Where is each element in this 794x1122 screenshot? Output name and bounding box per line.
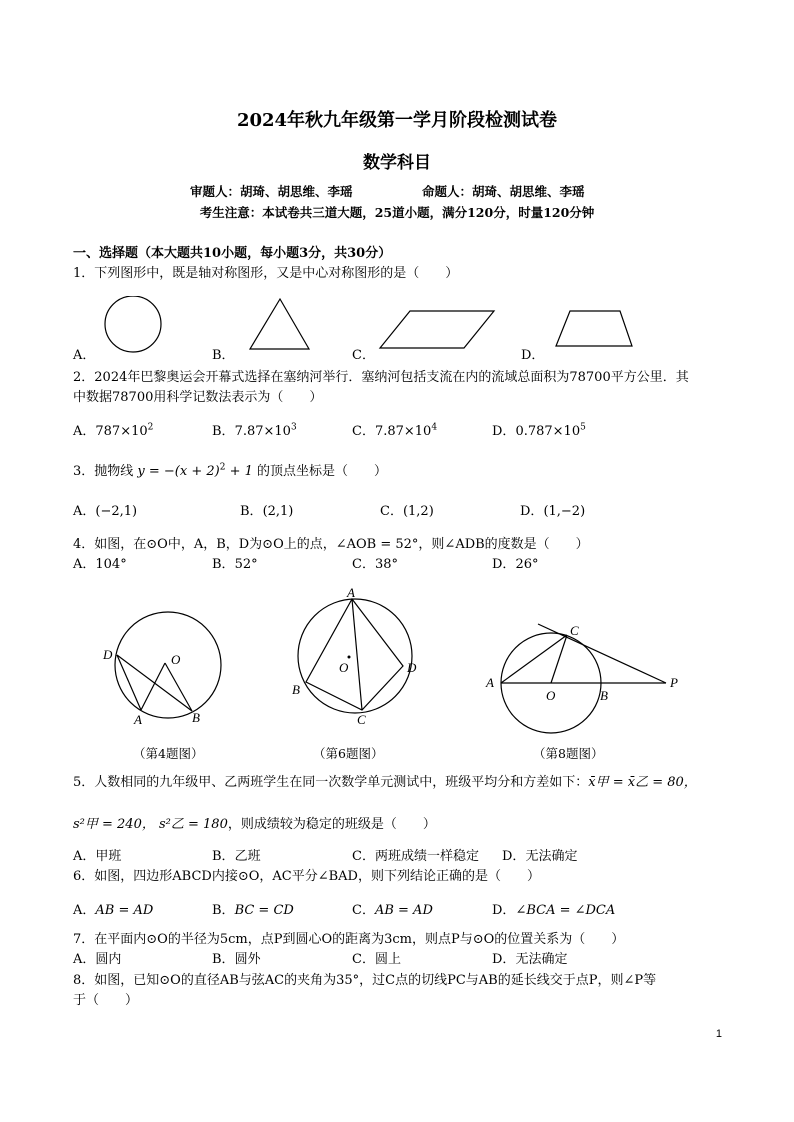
q1-option-a: A． <box>73 348 96 363</box>
q5-option-a: A．甲班 <box>73 849 122 864</box>
fig4-label-a: A <box>134 712 142 727</box>
triangle-shape <box>250 299 309 349</box>
q7-option-b: B．圆外 <box>212 952 261 967</box>
fig4-radius-ob <box>165 663 192 711</box>
q6-option-c: C．AB = AD <box>352 903 433 918</box>
exam-title: 2024年秋九年级第一学月阶段检测试卷 <box>236 110 558 131</box>
q2-option-b: B．$7.87\times 10^3$ <box>212 422 297 439</box>
q2-option-c: C．$7.87\times 10^4$ <box>352 422 438 439</box>
reviewers-line: 审题人：胡琦、胡思维、李瑶 <box>190 184 353 199</box>
trapezoid-shape <box>556 311 632 346</box>
fig6-label-d: D <box>407 660 417 675</box>
q6-option-b: B．BC = CD <box>212 903 294 918</box>
q3-option-c: C．(1,2) <box>380 504 434 519</box>
q1-stem: 1．下列图形中，既是轴对称图形，又是中心对称图形的是（ ） <box>73 266 459 281</box>
fig6-center-dot <box>348 656 351 659</box>
q2-stem-line1: 2．2024年巴黎奥运会开幕式选择在塞纳河举行．塞纳河包括支流在内的流域总面积为78700平方公里．其 <box>73 370 689 385</box>
q3-option-b: B．(2,1) <box>240 504 294 519</box>
q5-stem-line2: s²甲 = 240， s²乙 = 180，则成绩较为稳定的班级是（ ） <box>73 817 436 832</box>
circle-shape <box>105 296 161 352</box>
fig8-label-c: C <box>570 623 579 638</box>
q8-stem-line2: 于（ ） <box>73 993 139 1008</box>
fig4-label-d: D <box>103 647 113 662</box>
q7-option-d: D．无法确定 <box>492 952 568 967</box>
q5-mean-expr: x̄甲 = x̄乙 = 80， <box>588 775 697 790</box>
q5-variance-b: s²乙 = 180 <box>159 817 228 832</box>
q1-option-b: B． <box>212 348 235 363</box>
q4-option-b: B．52° <box>212 557 258 572</box>
section-heading: 一、选择题（本大题共10小题，每小题3分，共30分） <box>73 246 392 261</box>
q2-option-a: A．$787\times 10^2$ <box>73 422 154 439</box>
fig8-tangent-pc <box>538 624 666 683</box>
page-number: 1 <box>715 1028 722 1040</box>
fig8-chord-ac <box>501 635 567 683</box>
q2-stem-line2: 中数据78700用科学记数法表示为（ ） <box>73 390 323 405</box>
fig4-label-o: O <box>171 652 181 667</box>
q7-stem: 7．在平面内⊙O的半径为5cm，点P到圆心O的距离为3cm，则点P与⊙O的位置关系为（ ） <box>73 932 625 947</box>
q3-stem: 3．抛物线 $y = -(x + 2)^2 + 1$ 的顶点坐标是（ ） <box>73 462 388 479</box>
q5-option-c: C．两班成绩一样稳定 <box>352 849 479 864</box>
q6-option-d: D．∠BCA = ∠DCA <box>492 903 616 918</box>
figure-q8-caption: （第8题图） <box>533 746 604 761</box>
fig6-quadrilateral <box>306 599 403 710</box>
fig8-label-b: B <box>600 688 608 703</box>
fig8-label-p: P <box>670 675 678 690</box>
q3-option-a: A．(−2,1) <box>73 504 138 519</box>
fig8-label-o: O <box>546 688 556 703</box>
figure-q4-caption: （第4题图） <box>133 746 204 761</box>
authors-line: 命题人：胡琦、胡思维、李瑶 <box>422 184 585 199</box>
q7-option-c: C．圆上 <box>352 952 401 967</box>
q5-variance-a: s²甲 = 240， <box>73 817 155 832</box>
figure-q4 <box>95 600 235 739</box>
q3-formula: y = −(x + 2) <box>137 464 220 479</box>
q8-stem-line1: 8．如图，已知⊙O的直径AB与弦AC的夹角为35°，过C点的切线PC与AB的延长线交于点P，则∠P等 <box>73 973 657 988</box>
q7-option-a: A．圆内 <box>73 952 122 967</box>
fig4-radius-oa <box>141 663 165 710</box>
parallelogram-shape <box>380 311 494 348</box>
figure-q8 <box>480 615 690 739</box>
fig6-label-a: A <box>347 586 355 600</box>
figure-q6-caption: （第6题图） <box>313 746 384 761</box>
q5-option-b: B．乙班 <box>212 849 261 864</box>
q5-option-d: D．无法确定 <box>502 849 578 864</box>
q4-option-c: C．38° <box>352 557 398 572</box>
exam-notice: 考生注意：本试卷共三道大题，25道小题，满分120分，时量120分钟 <box>199 205 595 220</box>
q6-option-a: A．AB = AD <box>73 903 154 918</box>
q3-option-d: D．(1,−2) <box>520 504 586 519</box>
exam-subject: 数学科目 <box>363 153 431 173</box>
q4-stem: 4．如图，在⊙O中，A，B，D为⊙O上的点，∠AOB = 52°，则∠ADB的度数是（ ） <box>73 537 589 552</box>
fig8-label-a: A <box>486 675 494 690</box>
q2-option-d: D．$0.787\times 10^5$ <box>492 422 586 439</box>
q1-shapes <box>100 296 660 360</box>
fig6-label-b: B <box>292 682 300 697</box>
q5-stem-line1: 5．人数相同的九年级甲、乙两班学生在同一次数学单元测试中，班级平均分和方差如下：x̄甲 = x̄乙 = 80， <box>73 775 697 790</box>
q1-option-d: D． <box>521 348 545 363</box>
fig6-diagonal-ac <box>352 599 362 710</box>
q1-option-c: C． <box>352 348 375 363</box>
q4-option-a: A．104° <box>73 557 127 572</box>
fig4-label-b: B <box>192 710 200 725</box>
fig6-label-c: C <box>357 712 366 727</box>
fig6-label-o: O <box>339 660 349 675</box>
q6-stem: 6．如图，四边形ABCD内接⊙O，AC平分∠BAD，则下列结论正确的是（ ） <box>73 869 540 884</box>
figure-q6 <box>285 586 425 740</box>
fig8-radius-oc <box>551 635 567 683</box>
q4-option-d: D．26° <box>492 557 539 572</box>
